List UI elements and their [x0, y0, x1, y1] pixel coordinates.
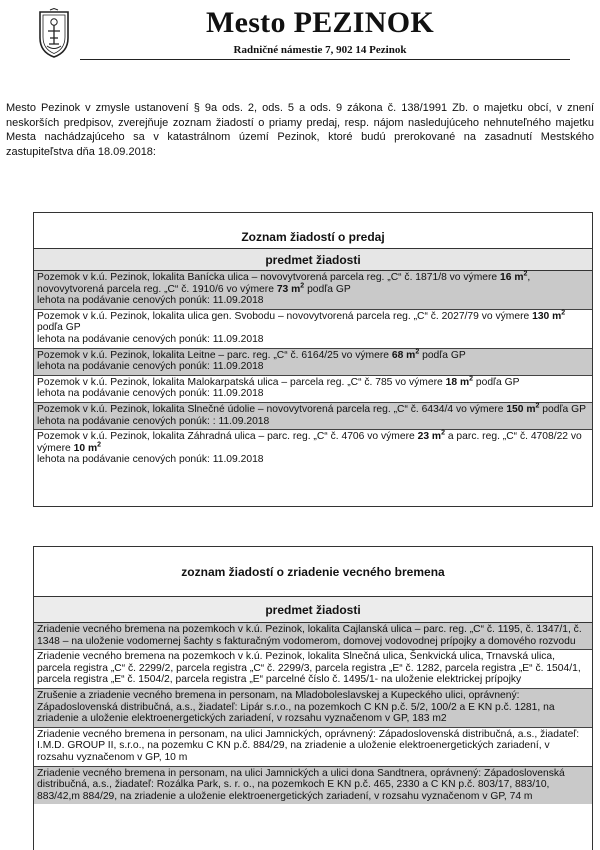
sale-row: Pozemok v k.ú. Pezinok, lokalita Banícka ulica – novovytvorená parcela reg. „C“ č. 1871/8 vo výmere 16 $m^2$, novovytvorená parcela reg. „C“ č. 1910/6 vo výmere 73 $m^2$ podľa GP lehota na podávanie cenových ponúk: 11.09.2018: [34, 271, 592, 310]
city-title: Mesto PEZINOK: [205, 6, 435, 39]
easement-row: Zriadenie vecného bremena na pozemkoch v k.ú. Pezinok, lokalita Cajlanská ulica – parc. reg. „C“ č. 1195, č. 1347/1, č. 1348 – na uloženie vodomernej šachty s fakturačným vodomerom, domovej vodovodnej prípojky a domového rozvodu: [34, 623, 592, 650]
sale-table-title: Zoznam žiadostí o predaj: [34, 213, 592, 249]
easement-table-title: zoznam žiadostí o zriadenie vecného bremena: [34, 547, 592, 597]
sale-table-subtitle: predmet žiadosti: [34, 249, 592, 271]
sale-row: Pozemok v k.ú. Pezinok, lokalita Malokarpatská ulica – parcela reg. „C“ č. 785 vo výmere 18 $m^2$ podľa GP lehota na podávanie cenových ponúk: 11.09.2018: [34, 376, 592, 403]
deadline-text: lehota na podávanie cenových ponúk: 11.09.2018: [37, 361, 264, 373]
deadline-text: lehota na podávanie cenových ponúk: 11.09.2018: [37, 388, 264, 400]
deadline-text: lehota na podávanie cenových ponúk: 11.09.2018: [37, 333, 264, 345]
easement-table-subtitle: predmet žiadosti: [34, 597, 592, 623]
deadline-text: lehota na podávanie cenových ponúk: 11.09.2018: [37, 454, 264, 466]
sale-row: Pozemok v k.ú. Pezinok, lokalita Leitne – parc. reg. „C“ č. 6164/25 vo výmere 68 $m^2$ podľa GP lehota na podávanie cenových ponúk: 11.09.2018: [34, 349, 592, 376]
deadline-text: lehota na podávanie cenových ponúk: 11.09.2018: [37, 295, 264, 307]
intro-paragraph: Mesto Pezinok v zmysle ustanovení § 9a ods. 2, ods. 5 a ods. 9 zákona č. 138/1991 Zb. o majetku obcí, v znení neskorších predpisov, zverejňuje zoznam žiadostí o priamy predaj, resp. nájom nasledujúceho nehnuteľného majetku Mesta nachádzajúceho sa v katastrálnom území Pezinok, ktoré budú prerokované na zasadnutí Mestského zastupiteľstva dňa 18.09.2018:: [6, 102, 594, 158]
city-address: Radničné námestie 7, 902 14 Pezinok: [233, 44, 407, 56]
easement-row: Zrušenie a zriadenie vecného bremena in personam, na Mladoboleslavskej a Kupeckého ulici, oprávnený: Západoslovenská distribučná, a.s., žiadateľ: Lipár s.r.o., na pozemkoch C KN p.č. 5/2, 100/2 a E KN p.č. 1281, na zriadenie a uloženie elektroenergetických zariadení, v rozsahu vyznačenom v GP, 183 m2: [34, 689, 592, 728]
letterhead: [0, 0, 600, 70]
easement-row: Zriadenie vecného bremena na pozemkoch v k.ú. Pezinok, lokalita Slnečná ulica, Šenkvická ulica, Trnavská ulica, parcela registra „C“ č. 2299/2, parcela registra „C“ č. 2299/3, parcela registra „E“ č. 1282, parcela registra „E“ č. 1504/1, parcela registra „E“ č. 1504/2, parcela registra „E“ parcelné číslo č. 1495/1- na uloženie elektrickej prípojky: [34, 650, 592, 689]
coat-of-arms-icon: [37, 8, 71, 58]
easement-row: Zriadenie vecného bremena in personam, na ulici Jamnických a ulici dona Sandtnera, oprávnený: Západoslovenská distribučná, a.s., žiadateľ: Rozálka Park, s. r. o., na pozemkoch E KN p.č. 465, 2330 a C KN p.č. 803/17, 883/10, 883/42,m 884/29, na zriadenie a uloženie elektroenergetických zariadení, v rozsahu vyznačenom v GP, 74 m: [34, 767, 592, 805]
easement-row: Zriadenie vecného bremena in personam, na ulici Jamnických, oprávnený: Západoslovenská distribučná, a.s., žiadateľ: I.M.D. GROUP II, s.r.o., na pozemku C KN p.č. 884/29, na zriadenie a uloženie elektroenergetických zariadení, v rozsahu vyznačenom v GP, 10 m: [34, 728, 592, 767]
easement-requests-table: [33, 546, 593, 850]
sale-row: Pozemok v k.ú. Pezinok, lokalita Slnečné údolie – novovytvorená parcela reg. „C“ č. 6434/4 vo výmere 150 $m^2$ podľa GP lehota na podávanie cenových ponúk: : 11.09.2018: [34, 403, 592, 430]
sale-row: Pozemok v k.ú. Pezinok, lokalita ulica gen. Svobodu – novovytvorená parcela reg. „C“ č. 2027/79 vo výmere 130 $m^2$ podľa GP lehota na podávanie cenových ponúk: 11.09.2018: [34, 310, 592, 349]
sale-row: Pozemok v k.ú. Pezinok, lokalita Záhradná ulica – parc. reg. „C“ č. 4706 vo výmere 23 $m^2$ a parc. reg. „C“ č. 4708/22 vo výmere 10 $m^2$ lehota na podávanie cenových ponúk: 11.09.2018: [37, 429, 582, 466]
deadline-text: lehota na podávanie cenových ponúk: : 11.09.2018: [37, 415, 270, 427]
header-divider: [80, 59, 570, 60]
sale-requests-table: [33, 212, 593, 507]
